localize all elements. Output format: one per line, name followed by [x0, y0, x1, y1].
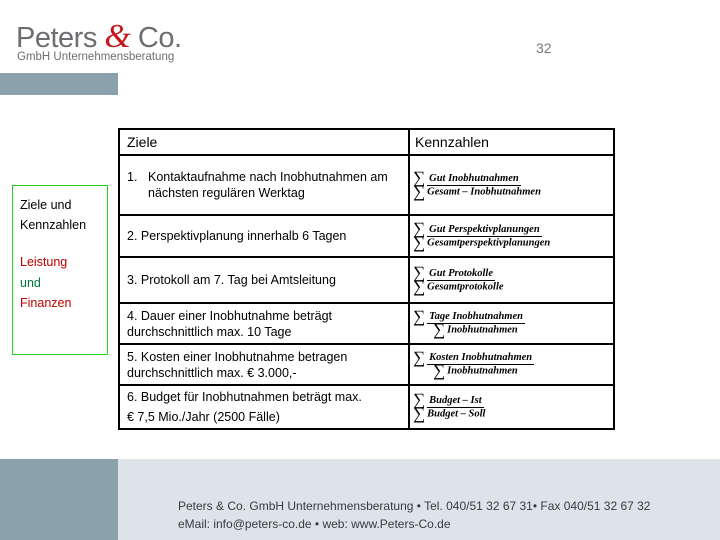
goal-4: 4. Dauer einer Inobhutnahme beträgt durchschnittlich max. 10 Tage: [119, 303, 409, 344]
formula-4-top: Tage Inobhutnahmen: [429, 311, 523, 322]
kpi-1: [409, 155, 614, 215]
table-row: [119, 215, 614, 257]
formula-6-top: Budget – Ist: [429, 394, 482, 406]
formula-3-bottom: Gesamtprotokolle: [427, 280, 504, 292]
logo-subtitle: GmbH Unternehmensberatung: [17, 51, 175, 63]
goal-5: 5. Kosten einer Inobhutnahme betragen durchschnittlich max. € 3.000,-: [119, 344, 409, 385]
footer-contact: [178, 497, 650, 533]
goal-3: 3. Protokoll am 7. Tag bei Amtsleitung: [119, 257, 409, 303]
sum-icon: ∑: [413, 347, 426, 367]
goal-1-number: 1.: [127, 170, 138, 184]
goal-1-wrap: [127, 169, 408, 201]
footer-line-2: eMail: info@peters-co.de • web: www.Peters-Co.de: [178, 517, 451, 531]
kpi-2: [409, 215, 614, 257]
formula-6: [410, 390, 613, 423]
formula-2-bottom: Gesamtperspektivplanungen: [427, 236, 551, 248]
formula-2: [410, 219, 613, 252]
formula-2-top: Gut Perspektivplanungen: [429, 223, 540, 235]
logo-co: Co.: [137, 22, 182, 54]
table-row: [119, 344, 614, 385]
page-number: 32: [536, 40, 552, 56]
formula-1: [410, 168, 613, 201]
kpi-6: [409, 385, 614, 429]
formula-3: [410, 263, 613, 296]
formula-4-bottom: Inobhutnahmen: [447, 324, 518, 336]
goal-1-text: Kontaktaufnahme nach Inobhutnahmen am nächsten regulären Werktag: [148, 170, 388, 200]
goal-1: [119, 155, 409, 215]
formula-6-bottom: Budget – Soll: [427, 407, 486, 419]
side-label-1: Ziele und: [20, 198, 72, 212]
sum-icon: ∑: [413, 219, 426, 239]
top-band-gap: [118, 73, 720, 95]
kpi-3: [409, 257, 614, 303]
sum-icon: ∑: [413, 403, 426, 423]
sum-icon: ∑: [433, 361, 446, 380]
kpi-4: [409, 303, 614, 344]
formula-2-den: [413, 232, 613, 252]
sum-icon: ∑: [413, 306, 426, 326]
formula-5: [410, 347, 613, 380]
footer-panel: [118, 459, 720, 540]
top-band: [0, 73, 720, 95]
formula-1-num: [413, 168, 613, 188]
goal-2: 2. Perspektivplanung innerhalb 6 Tagen: [119, 215, 409, 257]
side-label-3: Leistung: [20, 255, 68, 269]
formula-1-top: Gut Inobhutnahmen: [429, 172, 519, 184]
formula-4-den: [413, 320, 613, 339]
formula-5-den: [413, 361, 613, 380]
footer-line-1: Peters & Co. GmbH Unternehmensberatung • Tel. 040/51 32 67 31• Fax 040/51 32 67 32: [178, 499, 651, 513]
header-ziele: Ziele: [119, 129, 409, 155]
formula-3-top: Gut Protokolle: [429, 267, 494, 279]
table-row: [119, 303, 614, 344]
header-kennzahlen: Kennzahlen: [409, 129, 614, 155]
table-row: [119, 155, 614, 215]
formula-6-num: [413, 390, 613, 410]
formula-5-bottom: Inobhutnahmen: [447, 365, 518, 377]
table-row: [119, 385, 614, 429]
formula-3-num: [413, 263, 613, 283]
logo-peters: Peters: [16, 22, 97, 54]
formula-2-num: [413, 219, 613, 239]
side-label-5: Finanzen: [20, 296, 72, 310]
side-goals: [20, 195, 86, 235]
footer-band: [0, 459, 720, 540]
goal-6: [119, 385, 409, 429]
side-label-2: Kennzahlen: [20, 218, 87, 232]
table-row: [119, 257, 614, 303]
sum-icon: ∑: [413, 232, 426, 252]
sum-icon: ∑: [433, 320, 446, 339]
side-box: [12, 185, 108, 355]
formula-4: [410, 306, 613, 339]
sum-icon: ∑: [413, 263, 426, 283]
formula-5-top: Kosten Inobhutnahmen: [429, 352, 533, 363]
formula-3-den: [413, 276, 613, 296]
goal-6-line-1: 6. Budget für Inobhutnahmen beträgt max.: [127, 390, 362, 404]
sum-icon: ∑: [413, 168, 426, 188]
side-label-4: und: [20, 275, 41, 290]
table-header: [119, 129, 614, 155]
goal-6-line-2: € 7,5 Mio./Jahr (2500 Fälle): [127, 410, 280, 424]
formula-1-den: [413, 181, 613, 201]
kpi-table: [118, 128, 615, 430]
formula-1-bottom: Gesamt – Inobhutnahmen: [427, 185, 541, 197]
side-performance: [20, 252, 71, 314]
company-logo: [16, 18, 196, 68]
formula-6-den: [413, 403, 613, 423]
logo-ampersand: &: [104, 18, 131, 55]
sum-icon: ∑: [413, 276, 426, 296]
sum-icon: ∑: [413, 181, 426, 201]
sum-icon: ∑: [413, 390, 426, 410]
kpi-5: [409, 344, 614, 385]
